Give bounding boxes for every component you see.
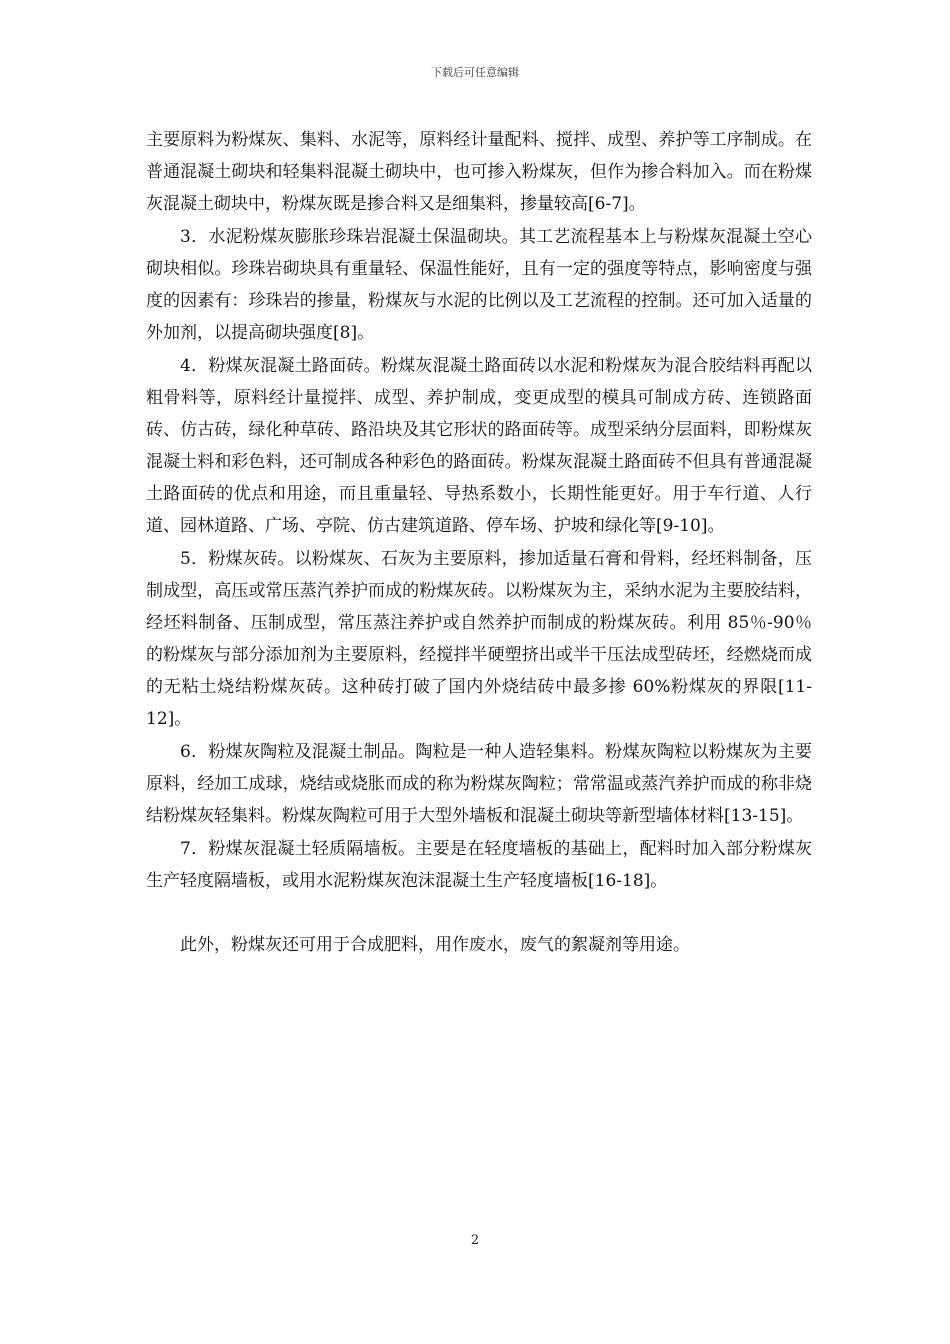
paragraph-item-3: 3．水泥粉煤灰膨胀珍珠岩混凝土保温砌块。其工艺流程基本上与粉煤灰混凝土空心砌块相似。珍珠岩砌块具有重量轻、保温性能好，且有一定的强度等特点，影响密度与强度的因素有：珍珠岩的掺量，粉煤灰与水泥的比例以及工艺流程的控制。还可加入适量的外加剂，以提高砌块强度[8]。 xyxy=(146,227,812,343)
page-number: 2 xyxy=(470,1233,480,1248)
closing-paragraph: 此外，粉煤灰还可用于合成肥料，用作废水，废气的絮凝剂等用途。 xyxy=(180,935,690,955)
paragraph-item-6: 6．粉煤灰陶粒及混凝土制品。陶粒是一种人造轻集料。粉煤灰陶粒以粉煤灰为主要原料，经加工成球，烧结或烧胀而成的称为粉煤灰陶粒；常常温或蒸汽养护而成的称非烧结粉煤灰轻集料。粉煤灰陶粒可用于大型外墙板和混凝土砌块等新型墙体材料[13-15]。 xyxy=(146,742,812,826)
paragraph-item-7: 7．粉煤灰混凝土轻质隔墙板。主要是在轻度墙板的基础上，配料时加入部分粉煤灰生产轻度隔墙板，或用水泥粉煤灰泡沫混凝土生产轻度墙板[16-18]。 xyxy=(146,839,812,891)
paragraph-item-5: 5．粉煤灰砖。以粉煤灰、石灰为主要原料，掺加适量石膏和骨料，经坯料制备，压制成型，高压或常压蒸汽养护而成的粉煤灰砖。以粉煤灰为主，采纳水泥为主要胶结料，经坯料制备、压制成型，常压蒸注养护或自然养护而制成的粉煤灰砖。利用 85％-90％的粉煤灰与部分添加剂为主要原料，经搅拌半硬塑挤出或半干压法成型砖坯，经燃烧而成的无粘土烧结粉煤灰砖。这种砖打破了国内外烧结砖中最多掺 60%粉煤灰的界限[11-12]。 xyxy=(146,549,812,729)
document-body xyxy=(146,124,812,962)
page-header: 下载后可任意编辑 xyxy=(431,66,519,79)
paragraph-continuation: 主要原料为粉煤灰、集料、水泥等，原料经计量配料、搅拌、成型、养护等工序制成。在普通混凝土砌块和轻集料混凝土砌块中，也可掺入粉煤灰，但作为掺合料加入。而在粉煤灰混凝土砌块中，粉煤灰既是掺合料又是细集料，掺量较高[6-7]。 xyxy=(146,130,812,214)
paragraph-item-4: 4．粉煤灰混凝土路面砖。粉煤灰混凝土路面砖以水泥和粉煤灰为混合胶结料再配以粗骨料等，原料经计量搅拌、成型、养护制成，变更成型的模具可制成方砖、连锁路面砖、仿古砖，绿化种草砖、路沿块及其它形状的路面砖等。成型采纳分层面料，即粉煤灰混凝土料和彩色料，还可制成各种彩色的路面砖。粉煤灰混凝土路面砖不但具有普通混凝土路面砖的优点和用途，而且重量轻、导热系数小，长期性能更好。用于车行道、人行道、园林道路、广场、亭院、仿古建筑道路、停车场、护坡和绿化等[9-10]。 xyxy=(146,356,812,536)
paragraph-spacer xyxy=(146,898,812,929)
